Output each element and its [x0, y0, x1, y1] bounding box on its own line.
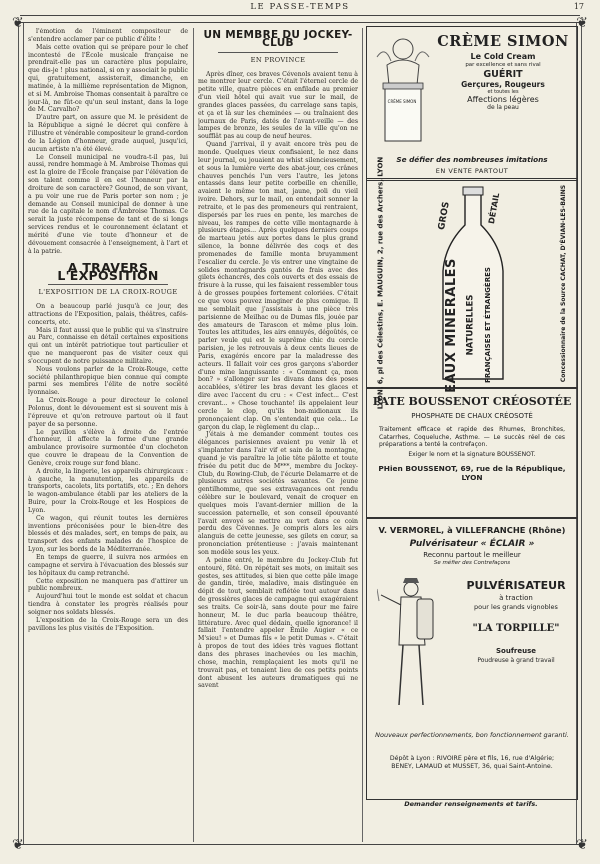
creme-line: et toutes les — [487, 89, 519, 95]
page-header: LE PASSE-TEMPS — [250, 2, 350, 12]
boussenot-title: PATE BOUSSENOT CRÉOSOTÉE — [372, 395, 572, 408]
article-paragraph: Quand j'arrivai, il y avait encore très peu de monde. Quelques vieux confisaient, le nez dans leur journal, ou jouaient au whist silencieusement, et sous la lumière verte des abat-jour, ces crânes chauves penchés l'un vers l'autre, les jetons entassés dans leur petite corbeille en chenille, avaient le même ton mat, jaune, poli du vieil ivoire. Dehors, sur le mail, on entendait sonner la retraite, et le pas des promeneurs qui rentraient, dispersés par les rues en pente, les marches de niveau, les rampes de cette ville montagnarde à plusieurs étages... Après quelques derniers coups de marteau jetés aux portes dans le plus grand silence, la bonne délivrée des coqs et des promenades de famille monta bruyamment l'escalier du cercle. Je vis entrer une vingtaine de solides montagnards gantés de frais avec des gilets échancrés, des cols ouverts et des essais de frisure à la russe, qui les faisaient ressembler tous à de grosses poupées fortement coloriées. C'était ce que vous pouvez imaginer de plus comique. Il me semblait que j'assistais à une pièce très parisienne de Meilhac ou de Dumas fils, jouée par des amateurs de Tarascon et même plus loin. Toutes les attitudes, les airs ennuyés, dégoûtés, ce parler veule qui est le suprême chic du cercle parisien, je les retrouvais à deux cents lieues de Paris, exagérés encore par la maladresse des acteurs. Il fallait voir ces gros garçons s'aborder d'une mine languissante : « Comment ça, mon bon? » s'allonger sur les divans dans des poses accablées, s'étirer les bras devant les glaces et dire avec l'accent du cru : « C'est infect... C'est crevant... » Chose touchante! ils appelaient leur cercle le clop, qu'ils bon-midionaux ils prononçaient clap. On s'entendait que cela... Le garçon du clap, le règlement du clap... — [198, 141, 358, 431]
sprayer-man-illustration — [377, 575, 457, 725]
header-rule — [20, 15, 580, 16]
column-2 — [198, 28, 358, 838]
boussenot-address: PHien BOUSSENOT, 69, rue de la République, LYON — [378, 463, 566, 482]
article-paragraph: Ce wagon, qui réunit toutes les dernières inventions préconisées pour le bien-être des blessés et des malades, sert, en temps de paix, au transport des enfants malades de l'hospice de Lyon, sur les bords de la Méditerranée. — [28, 514, 188, 554]
creme-line: par excellence et sans rival — [465, 62, 541, 68]
column-separator — [193, 28, 194, 842]
article-paragraph: Après dîner, ces braves Cévenols avaient tenu à me montrer leur cercle. C'était l'éternel cercle de petite ville, quatre pièces en enfilade au premier d'un vieil hôtel qui avait vue sur le mail, de grandes glaces passées, du carrelage sans tapis, et ça et là sur les cheminées — ou traînaient des journaux de Paris, datés de l'avant-veille — des lampes de bronze, les seules de la ville qu'on ne soufflât pas au coup de neuf heures. — [198, 70, 358, 141]
ad-creme-simon — [366, 26, 578, 181]
boussenot-subtitle: PHOSPHATE DE CHAUX CRÉOSOTÉ — [411, 412, 533, 420]
creme-line: de la peau — [487, 104, 519, 111]
eaux-gros: GROS — [437, 200, 452, 231]
article-paragraph: J'étais à me demander comment toutes ces élégances parisiennes avaient pu venir là et s'implanter dans l'air vif et sain de la montagne, quand je vis paraître la jolie tête pâlotte et toute frisée du petit duc de M***, membre du Jockey-Club, du Rowing-Club, de l'écurie Delamarre et de plusieurs autres sociétés savantes. Ce jeune gentilhomme, que ses extravagances ont rendu célèbre sur le boulevard, venait de croquer en quelques mois l'avant-dernier million de la succession paternelle, et son conseil épouvanté l'avait envoyé se mettre au vert dans ce coin perdu des Cévennes. Je compris alors les airs alanguis de cette jeunesse, ses gilets en cœur, sa prononciation prétentieuse : j'avais maintenant son modèle sous les yeux. — [198, 431, 358, 556]
eaux-mid: NATURELLES — [465, 294, 476, 356]
ad-vermorel — [366, 518, 578, 800]
creme-line: Le Cold Cream — [470, 52, 536, 61]
section-title: A TRAVERS L'EXPOSITION — [57, 260, 159, 284]
top-frame-rule — [20, 22, 580, 23]
pulverisateur-line: pour les grands vignobles — [474, 603, 558, 611]
intro-paragraph: D'autre part, on assure que M. le président de la République a signé le décret qui confère à l'illustre et vénérable compositeur le grand-cordon de la Légion d'honneur, grade auquel, jusqu'ici, aucun artiste n'a été élevé. — [28, 114, 188, 153]
article-paragraph: Cette exposition ne manquera pas d'attirer un public nombreux. — [28, 577, 188, 593]
article-paragraph: A peine entré, le membre du Jockey-Club fut entouré, fêté. On répétait ses mots, on imitait ses gestes, ses attitudes, si bien que cette pâle image de gandin, tirée, maladive, mais distinguée en dépit de tout, semblait reflétée tout autour dans de grossières glaces de campagne qui exagéraient ses traits. Ce soir-là, sans doute pour me faire honneur, M. le duc parla beaucoup théâtre, littérature. Avec quel dédain, quelle ignorance! il fallait l'entendre appeler Émile Augier « ce M'sieu! » et Dumas fils « le petit Dumas ». C'était à propos de tout des idées très vagues flottant dans des phrases inachevées ou les machin, chose, machin, remplaçaient les mots qu'il ne trouvait pas, et tenaient lieu de ces petits points dont abusent les auteurs dramatiques qui ne savent — [198, 556, 358, 690]
torpille-title: "LA TORPILLE" — [472, 623, 560, 634]
vermorel-line: Reconnu partout le meilleur — [423, 551, 521, 559]
intro-paragraph: l'émotion de l'éminent compositeur de s'entendre acclamer par ce public d'élite ! — [28, 28, 188, 43]
title-rule — [218, 52, 338, 53]
article-paragraph: Nous voulons parler de la Croix-Rouge, cette société philanthropique bien connue qui compte parmi ses membres l'élite de notre société lyonnaise. — [28, 365, 188, 397]
article-paragraph: La Croix-Rouge a pour directeur le colonel Polonus, dont le dévouement est si souvent mis à l'épreuve et qu'on retrouve partout où il faut payer de sa personne. — [28, 397, 188, 428]
soufreuse-line: Poudreuse à grand travail — [477, 657, 555, 664]
creme-vente: EN VENTE PARTOUT — [435, 167, 509, 175]
article-paragraph: A droite, la lingerie, les appareils chirurgicaux : à gauche, la manutention, les appareils de transports, cacolets, lits portatifs, etc. ; En dehors le wagon-ambulance établi par les ateliers de la Buire, pour la Croix-Rouge et les Hospices de Lyon. — [28, 467, 188, 514]
title-rule — [48, 284, 168, 285]
creme-title: CRÈME SIMON — [437, 33, 569, 50]
page-number: 17 — [573, 2, 584, 11]
article-paragraph: Aujourd'hui tout le monde est soldat et chacun tiendra à constater les progrès réalisés pour soigner nos soldats blessés. — [28, 593, 188, 616]
eaux-address-vertical: LYON, 6, pl des Célestins, E. MAUGUIN, 2, rue des Archers, LYON — [376, 156, 384, 410]
creme-line: Affections légères — [467, 95, 539, 104]
pulverisateur-title: PULVÉRISATEUR — [466, 579, 566, 592]
jar-label: CRÈME SIMON — [387, 99, 417, 104]
soufreuse-line: Soufreuse — [496, 647, 536, 655]
eaux-low: FRANÇAISES ET ÉTRANGÈRES — [484, 267, 492, 383]
intro-paragraph: Mais cette ovation qui se prépare pour le chef incontesté de l'École musicale française ne prendrait-elle pas un caractère plus populaire, que dis-je ! plus national, si on y associait le public qui, gratuitement, assisterait, dimanche, en matinée, à la millième représentation de Mignon, et si M. Ambroise Thomas consentait à paraître ce jour-là, ne fût-ce qu'un seul instant, dans la loge de M. Carvalho? — [28, 43, 188, 114]
section-subtitle: L'EXPOSITION DE LA CROIX-ROUGE — [38, 288, 178, 297]
article-title: UN MEMBRE DU JOCKEY-CLUB — [203, 29, 353, 49]
intro-paragraph: Le Conseil municipal ne voudra-t-il pas, lui aussi, rendre hommage à M. Ambroise Thomas qui est la gloire de l'École française par l'élévation de son talent comme il en est l'honneur par la droiture de son caractère? Gounod, de son vivant, a pu voir une rue de Paris porter son nom ; je demande au Conseil municipal de donner à une rue de la capitale le nom d'Ambroise Thomas. Ce serait la juste récompense de tant et de si longs services rendus et le couronnement éclatant et mérité d'une vie toute d'honneur et de dévouement consacrée à l'enseignement, à l'art et à la patrie. — [28, 153, 188, 255]
bottom-frame-rule — [20, 844, 580, 845]
vermorel-depot: Dépôt à Lyon : RIVOIRE père et fils, 16, rue d'Algérie; BENEY, LAMAUD et MUSSET, 36, quai Saint-Antoine. — [389, 755, 555, 770]
eaux-detail: DÉTAIL — [487, 192, 502, 225]
cherub-jar-illustration — [373, 35, 431, 147]
corner-ornament-bottom-left: ❦ — [12, 837, 24, 853]
creme-line: GUÉRIT — [483, 69, 523, 80]
article-paragraph: L'exposition de la Croix-Rouge sera un des pavillons les plus visités de l'Exposition. — [28, 616, 188, 632]
eaux-big: EAUX MINERALES — [443, 257, 459, 393]
vermorel-title: V. VERMOREL, à VILLEFRANCHE (Rhône) — [378, 525, 566, 535]
eaux-source-vertical: Concessionnaire de la Source CACHAT, D'ÉVIAN-LES-BAINS — [560, 184, 568, 382]
pulverisateur-line: à traction — [499, 594, 533, 602]
vermorel-line: Se méfier des Contrefaçons — [433, 560, 511, 566]
article-paragraph: On a beaucoup parlé jusqu'à ce jour, des attractions de l'Exposition, palais, théâtres, cafés-concerts, etc. — [28, 303, 188, 326]
boussenot-text2: Exiger le nom et la signature BOUSSENOT. — [408, 450, 536, 458]
article-subtitle: EN PROVINCE — [250, 55, 306, 64]
left-frame-border — [18, 22, 24, 844]
ad-pate-boussenot — [366, 388, 578, 518]
corner-ornament-bottom-right: ❦ — [576, 837, 588, 853]
article-paragraph: Le pavillon s'élève à droite de l'entrée d'honneur, il affecte la forme d'une grande ambulance provisoire surmontée d'un clocheton que couvre le drapeau de la Convention de Genève, croix rouge sur fond blanc. — [28, 428, 188, 467]
vermorel-nouveaux: Nouveaux perfectionnements, bon fonctionnement garanti. — [375, 731, 569, 739]
column-separator — [362, 28, 363, 842]
creme-line: Gerçures, Rougeurs — [461, 80, 545, 89]
article-paragraph: Mais il faut aussi que le public qui va s'instruire au Parc, connaisse en détail certaines expositions qui ont un intérêt patriotique tout particulier et que ne manqueront pas de visiter ceux qui s'occupent de notre puissance militaire. — [28, 326, 188, 365]
creme-warning: Se défier des nombreuses imitations — [396, 155, 548, 164]
corner-ornament-top-right: ❦ — [576, 15, 588, 31]
boussenot-text: Traitement efficace et rapide des Rhumes, Bronchites, Catarrhes, Coqueluche, Asthme. — Le succès réel de ces préparations a tenté la contrefaçon. — [379, 426, 565, 449]
article-paragraph: En temps de guerre, il suivra nos armées en campagne et servira à l'évacuation des blessés sur les hôpitaux du camp retranché. — [28, 554, 188, 577]
corner-ornament-top-left: ❦ — [12, 15, 24, 31]
ad-demander: Demander renseignements et tarifs. — [404, 800, 538, 808]
vermorel-line: Pulvérisateur « ÉCLAIR » — [409, 539, 535, 549]
column-1 — [28, 28, 188, 838]
